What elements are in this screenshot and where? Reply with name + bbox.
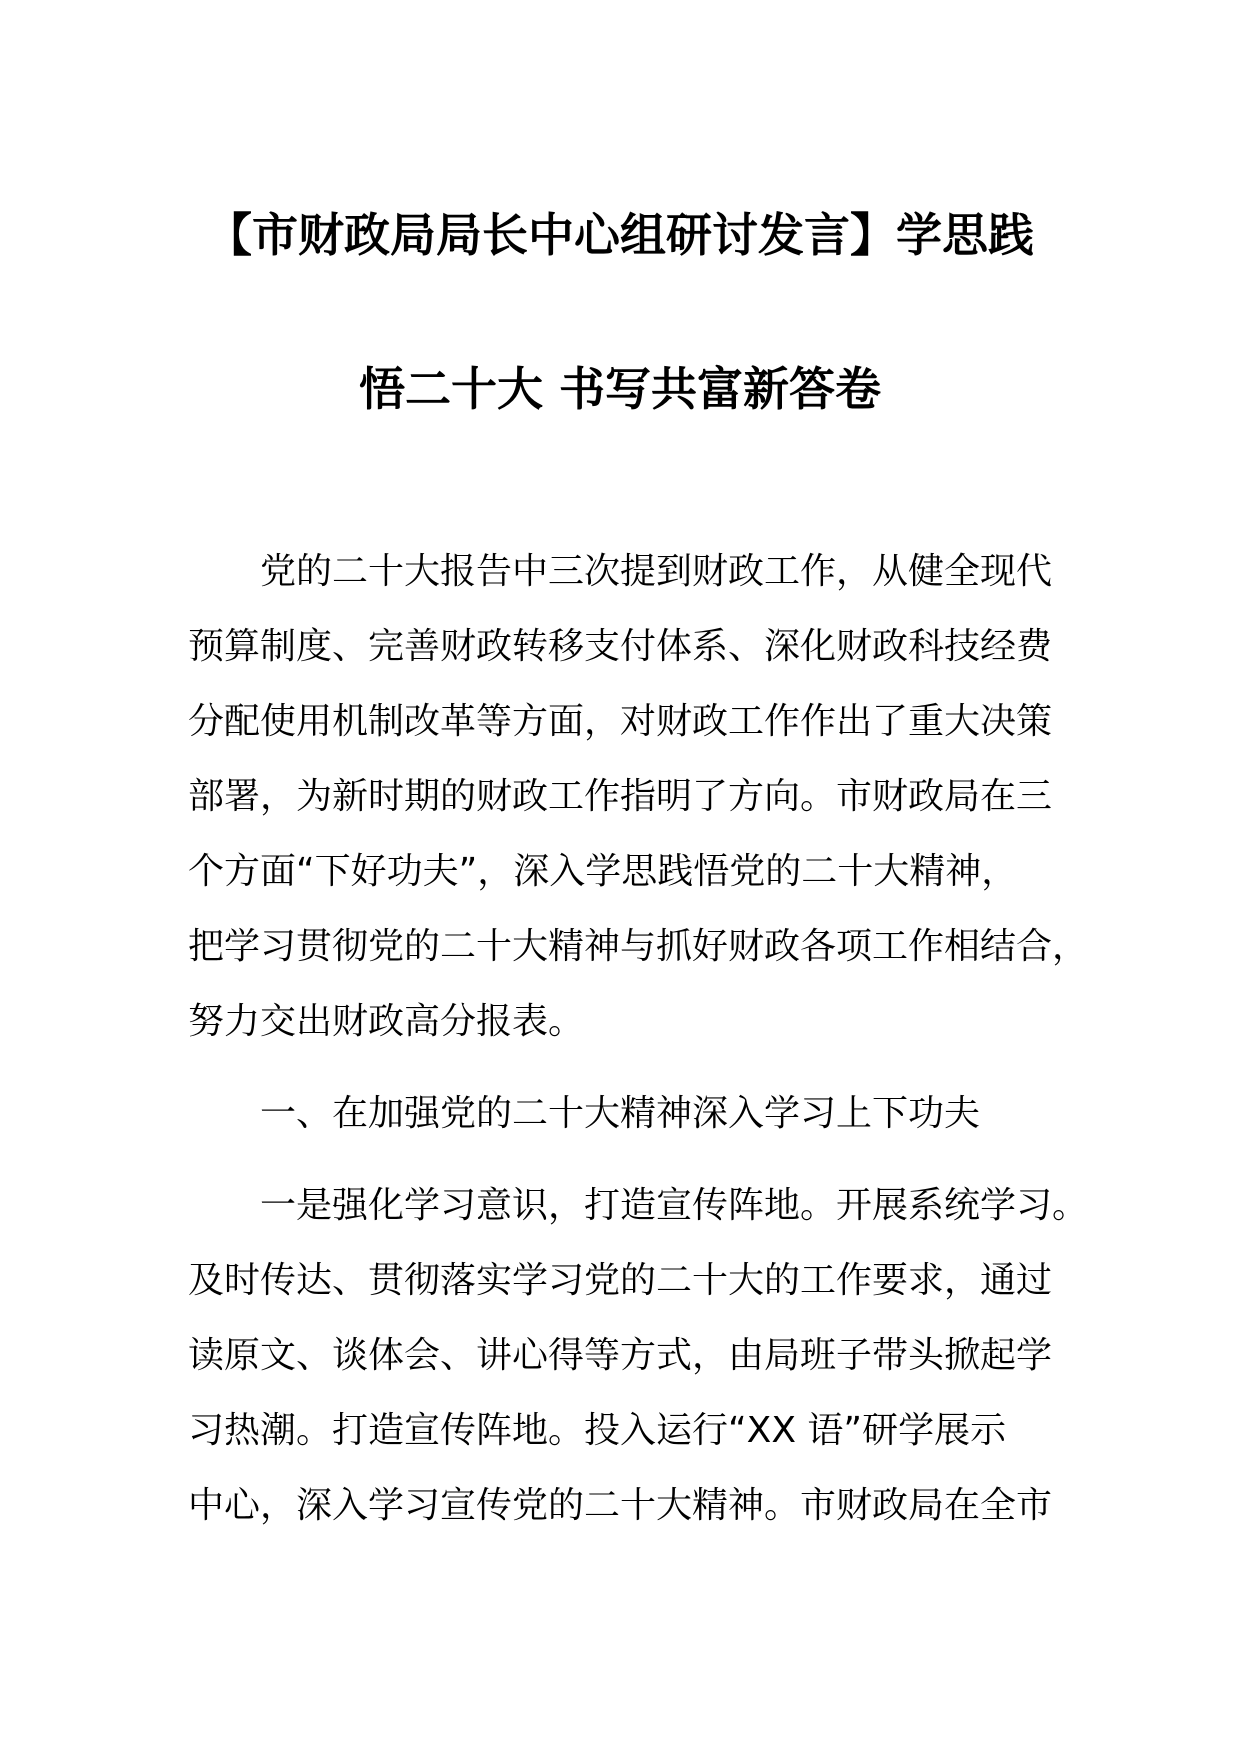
- paragraph-line: 把学习贯彻党的二十大精神与抓好财政各项工作相结合，: [188, 926, 1089, 967]
- paragraph-line: 中心，深入学习宣传党的二十大精神。市财政局在全市: [188, 1485, 1053, 1526]
- paragraph-line: 一是强化学习意识，打造宣传阵地。开展系统学习。: [260, 1185, 1089, 1226]
- paragraph-line: 预算制度、完善财政转移支付体系、深化财政科技经费: [188, 626, 1053, 667]
- document-body: [188, 534, 1188, 1560]
- paragraph-line: 习热潮。打造宣传阵地。投入运行“XX 语”研学展示: [188, 1410, 1007, 1451]
- title-line: 悟二十大 书写共富新答卷: [358, 362, 881, 416]
- paragraph-line: 部署，为新时期的财政工作指明了方向。市财政局在三: [188, 776, 1053, 817]
- intro-paragraph: [188, 534, 1188, 1059]
- paragraph-line: 个方面“下好功夫”，深入学思践悟党的二十大精神，: [188, 851, 1018, 892]
- paragraph-line: 读原文、谈体会、讲心得等方式，由局班子带头掀起学: [188, 1335, 1053, 1376]
- paragraph-line: 努力交出财政高分报表。: [188, 1001, 585, 1042]
- paragraph-line: 党的二十大报告中三次提到财政工作，从健全现代: [260, 551, 1053, 592]
- title-line: 【市财政局局长中心组研讨发言】学思践: [206, 208, 1034, 262]
- section-heading: [188, 1076, 1188, 1151]
- document-title: [0, 158, 1240, 466]
- paragraph-line: 分配使用机制改革等方面，对财政工作作出了重大决策: [188, 701, 1053, 742]
- section-heading-text: 一、在加强党的二十大精神深入学习上下功夫: [260, 1093, 981, 1134]
- section-paragraph: [188, 1168, 1188, 1543]
- paragraph-line: 及时传达、贯彻落实学习党的二十大的工作要求，通过: [188, 1260, 1053, 1301]
